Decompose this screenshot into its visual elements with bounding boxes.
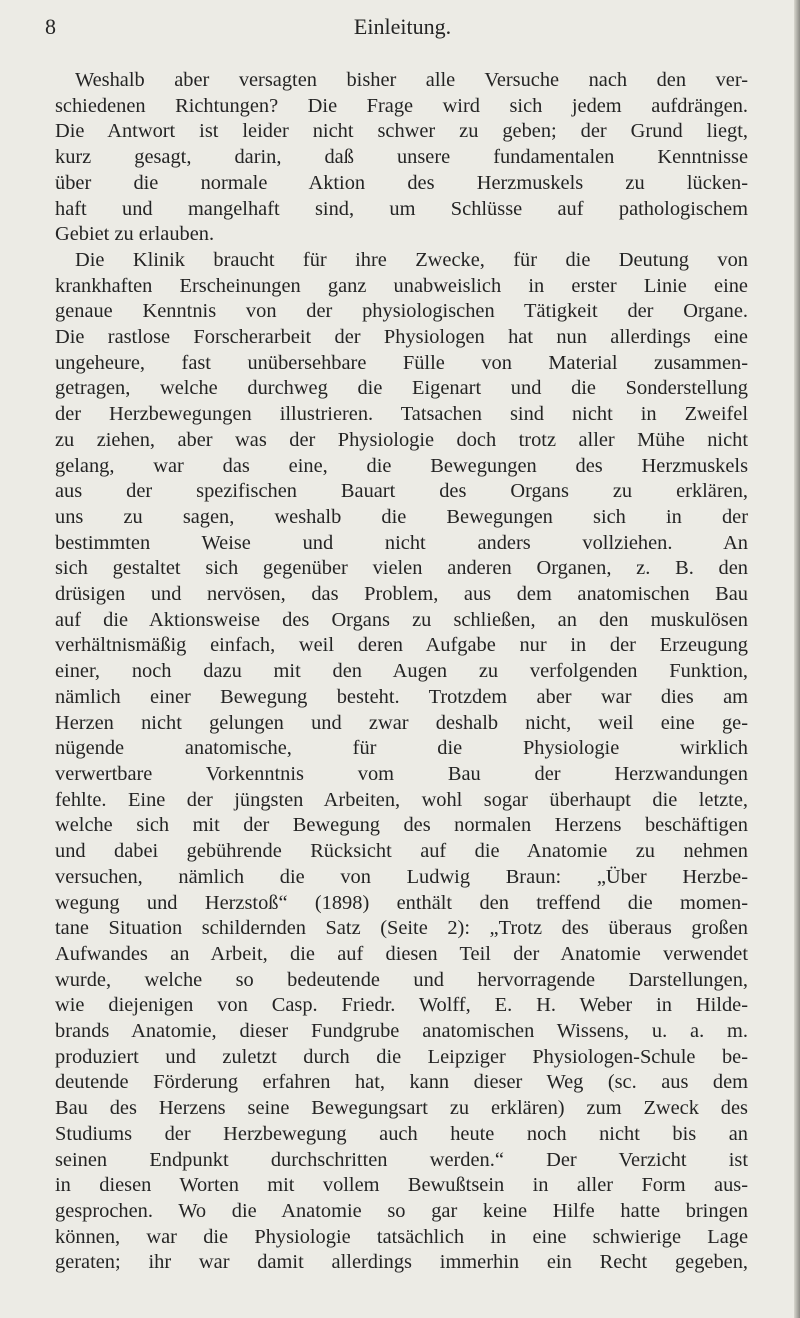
- body-text: [55, 68, 748, 1276]
- text-line: gesprochen. Wo die Anatomie so gar keine Hilfe hatte bringen: [55, 1199, 748, 1222]
- text-line: Die Klinik braucht für ihre Zwecke, für die Deutung von: [75, 248, 748, 271]
- text-line: tane Situation schildernden Satz (Seite 2): „Trotz des überaus großen: [55, 917, 748, 940]
- text-line: Bau des Herzens seine Bewegungsart zu erklären) zum Zweck des: [55, 1097, 748, 1120]
- text-line: bestimmten Weise und nicht anders vollziehen. An: [55, 531, 748, 554]
- text-line: in diesen Worten mit vollem Bewußtsein in aller Form aus-: [55, 1174, 748, 1197]
- text-line: Die rastlose Forscherarbeit der Physiologen hat nun allerdings eine: [55, 326, 748, 349]
- text-line: verwertbare Vorkenntnis vom Bau der Herzwandungen: [55, 762, 748, 785]
- text-line: über die normale Aktion des Herzmuskels zu lücken-: [55, 171, 748, 194]
- text-line: aus der spezifischen Bauart des Organs zu erklären,: [55, 480, 748, 503]
- text-line: Die Antwort ist leider nicht schwer zu geben; der Grund liegt,: [55, 120, 748, 143]
- text-line: nämlich einer Bewegung besteht. Trotzdem aber war dies am: [55, 685, 748, 708]
- text-line: schiedenen Richtungen? Die Frage wird sich jedem aufdrängen.: [55, 94, 748, 117]
- text-line: wurde, welche so bedeutende und hervorragende Darstellungen,: [55, 968, 748, 991]
- text-line: Weshalb aber versagten bisher alle Versuche nach den ver-: [75, 69, 748, 91]
- text-line: deutende Förderung erfahren hat, kann dieser Weg (sc. aus dem: [55, 1071, 748, 1094]
- text-line: verhältnismäßig einfach, weil deren Aufgabe nur in der Erzeugung: [55, 634, 748, 657]
- text-line: brands Anatomie, dieser Fundgrube anatomischen Wissens, u. a. m.: [55, 1020, 748, 1043]
- running-head: Einleitung.: [353, 14, 452, 39]
- text-line: Herzen nicht gelungen und zwar deshalb nicht, weil eine ge-: [55, 711, 748, 734]
- text-line: gelang, war das eine, die Bewegungen des Herzmuskels: [55, 454, 748, 477]
- text-line: wegung und Herzstoß“ (1898) enthält den treffend die momen-: [55, 891, 748, 914]
- text-line: Studiums der Herzbewegung auch heute noch nicht bis an: [55, 1122, 748, 1145]
- text-line: produziert und zuletzt durch die Leipziger Physiologen-Schule be-: [55, 1045, 748, 1068]
- text-line: seinen Endpunkt durchschritten werden.“ Der Verzicht ist: [55, 1148, 748, 1171]
- text-line: krankhaften Erscheinungen ganz unabweislich in erster Linie eine: [55, 274, 748, 297]
- text-line: getragen, welche durchweg die Eigenart und die Sonderstellung: [55, 377, 748, 400]
- page-edge-shadow: [794, 0, 800, 1318]
- text-line: versuchen, nämlich die von Ludwig Braun: „Über Herzbe-: [55, 865, 748, 888]
- text-line: Gebiet zu erlauben.: [55, 223, 215, 246]
- text-line: haft und mangelhaft sind, um Schlüsse auf pathologischem: [55, 197, 748, 220]
- text-line: welche sich mit der Bewegung des normalen Herzens beschäftigen: [55, 814, 748, 837]
- text-line: kurz gesagt, darin, daß unsere fundamentalen Kenntnisse: [55, 146, 748, 169]
- page-number: 8: [45, 14, 56, 39]
- text-line: wie diejenigen von Casp. Friedr. Wolff, E. H. Weber in Hilde-: [55, 994, 748, 1017]
- page-header: [45, 14, 760, 46]
- text-line: sich gestaltet sich gegenüber vielen anderen Organen, z. B. den: [55, 557, 748, 580]
- text-line: fehlte. Eine der jüngsten Arbeiten, wohl sogar überhaupt die letzte,: [55, 788, 748, 811]
- text-line: nügende anatomische, für die Physiologie wirklich: [55, 737, 748, 760]
- text-line: einer, noch dazu mit den Augen zu verfolgenden Funktion,: [55, 660, 748, 683]
- text-line: uns zu sagen, weshalb die Bewegungen sich in der: [55, 505, 748, 528]
- text-line: und dabei gebührende Rücksicht auf die Anatomie zu nehmen: [55, 840, 748, 863]
- text-line: der Herzbewegungen illustrieren. Tatsachen sind nicht in Zweifel: [55, 403, 748, 426]
- text-line: geraten; ihr war damit allerdings immerhin ein Recht gegeben,: [55, 1251, 748, 1274]
- text-line: zu ziehen, aber was der Physiologie doch trotz aller Mühe nicht: [55, 428, 748, 451]
- text-line: auf die Aktionsweise des Organs zu schließen, an den muskulösen: [55, 608, 748, 631]
- text-line: drüsigen und nervösen, das Problem, aus dem anatomischen Bau: [55, 583, 748, 606]
- text-line: genaue Kenntnis von der physiologischen Tätigkeit der Organe.: [55, 300, 748, 323]
- text-line: können, war die Physiologie tatsächlich in eine schwierige Lage: [55, 1225, 748, 1248]
- text-line: Aufwandes an Arbeit, die auf diesen Teil der Anatomie verwendet: [55, 942, 748, 965]
- text-line: ungeheure, fast unübersehbare Fülle von Material zusammen-: [55, 351, 748, 374]
